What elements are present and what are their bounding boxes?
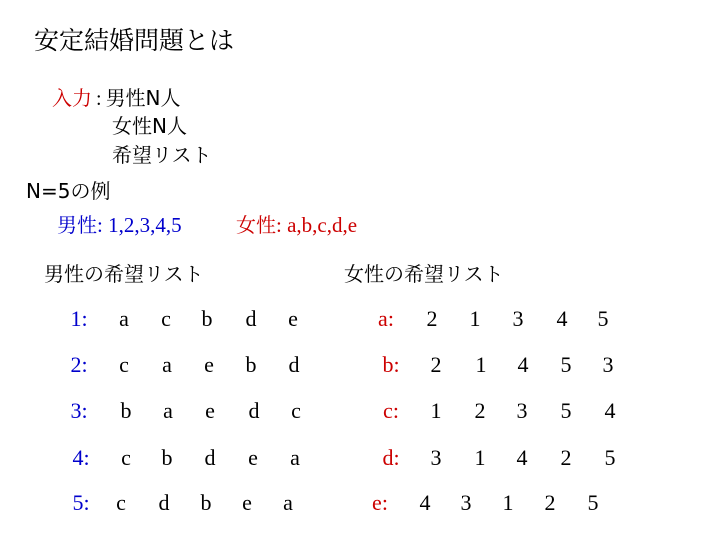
woman-preference-cell: 5 bbox=[604, 445, 616, 470]
man-preference-cell: d bbox=[248, 398, 260, 423]
woman-preference-cell: 3 bbox=[512, 306, 524, 331]
woman-preference-cell: 2 bbox=[544, 490, 556, 515]
woman-preference-cell: 3 bbox=[602, 352, 614, 377]
man-row-label: 5: bbox=[72, 490, 90, 515]
input-colon: : bbox=[96, 88, 102, 110]
men-set-label: 男性 bbox=[57, 213, 97, 237]
man-preference-cell: b bbox=[120, 398, 132, 423]
woman-preference-cell: 1 bbox=[475, 352, 487, 377]
woman-preference-cell: 1 bbox=[474, 445, 486, 470]
woman-preference-cell: 5 bbox=[560, 352, 572, 377]
men-list-heading: 男性の希望リスト bbox=[44, 262, 204, 286]
woman-preference-cell: 3 bbox=[516, 398, 528, 423]
woman-row-label: a: bbox=[378, 306, 394, 331]
woman-preference-cell: 1 bbox=[469, 306, 481, 331]
woman-preference-cell: 5 bbox=[587, 490, 599, 515]
women-list-heading: 女性の希望リスト bbox=[344, 262, 504, 286]
man-preference-cell: c bbox=[291, 398, 301, 423]
man-preference-cell: b bbox=[161, 445, 173, 470]
woman-preference-cell: 4 bbox=[517, 352, 529, 377]
man-preference-cell: e bbox=[205, 398, 215, 423]
woman-preference-cell: 4 bbox=[516, 445, 528, 470]
woman-row-label: e: bbox=[372, 490, 388, 515]
input-label-row bbox=[52, 88, 181, 109]
man-preference-cell: a bbox=[119, 306, 129, 331]
woman-preference-cell: 5 bbox=[560, 398, 572, 423]
men-set bbox=[57, 215, 182, 236]
man-preference-cell: e bbox=[242, 490, 252, 515]
man-preference-cell: e bbox=[248, 445, 258, 470]
woman-preference-cell: 1 bbox=[430, 398, 442, 423]
man-preference-cell: a bbox=[163, 398, 173, 423]
man-preference-cell: e bbox=[204, 352, 214, 377]
woman-preference-cell: 2 bbox=[430, 352, 442, 377]
woman-row-label: d: bbox=[382, 445, 400, 470]
man-preference-cell: c bbox=[116, 490, 126, 515]
woman-preference-cell: 3 bbox=[460, 490, 472, 515]
input-item-men: 男性N人 bbox=[105, 86, 181, 110]
woman-preference-cell: 4 bbox=[604, 398, 616, 423]
woman-preference-cell: 1 bbox=[502, 490, 514, 515]
man-preference-cell: a bbox=[290, 445, 300, 470]
page-title: 安定結婚問題とは bbox=[34, 26, 235, 55]
man-preference-cell: b bbox=[201, 306, 213, 331]
input-item-preference-lists: 希望リスト bbox=[112, 143, 212, 167]
women-set bbox=[236, 215, 357, 236]
man-row-label: 1: bbox=[70, 306, 88, 331]
man-preference-cell: b bbox=[245, 352, 257, 377]
woman-preference-cell: 2 bbox=[474, 398, 486, 423]
man-preference-cell: b bbox=[200, 490, 212, 515]
woman-preference-cell: 2 bbox=[426, 306, 438, 331]
man-preference-cell: c bbox=[121, 445, 131, 470]
input-item-women: 女性N人 bbox=[112, 114, 187, 138]
man-preference-cell: e bbox=[288, 306, 298, 331]
woman-preference-cell: 4 bbox=[419, 490, 431, 515]
man-preference-cell: d bbox=[245, 306, 257, 331]
woman-row-label: b: bbox=[382, 352, 400, 377]
example-heading: N=5の例 bbox=[26, 179, 111, 203]
women-set-label: 女性 bbox=[236, 213, 276, 237]
man-preference-cell: d bbox=[288, 352, 300, 377]
man-preference-cell: c bbox=[161, 306, 171, 331]
man-preference-cell: a bbox=[283, 490, 293, 515]
men-set-values: : 1,2,3,4,5 bbox=[97, 213, 182, 237]
woman-preference-cell: 4 bbox=[556, 306, 568, 331]
input-label: 入力 bbox=[52, 86, 92, 110]
man-row-label: 2: bbox=[70, 352, 88, 377]
man-preference-cell: d bbox=[204, 445, 216, 470]
man-preference-cell: a bbox=[162, 352, 172, 377]
man-row-label: 4: bbox=[72, 445, 90, 470]
man-preference-cell: d bbox=[158, 490, 170, 515]
woman-row-label: c: bbox=[383, 398, 399, 423]
woman-preference-cell: 3 bbox=[430, 445, 442, 470]
women-set-values: : a,b,c,d,e bbox=[276, 213, 358, 237]
woman-preference-cell: 5 bbox=[597, 306, 609, 331]
man-preference-cell: c bbox=[119, 352, 129, 377]
woman-preference-cell: 2 bbox=[560, 445, 572, 470]
man-row-label: 3: bbox=[70, 398, 88, 423]
